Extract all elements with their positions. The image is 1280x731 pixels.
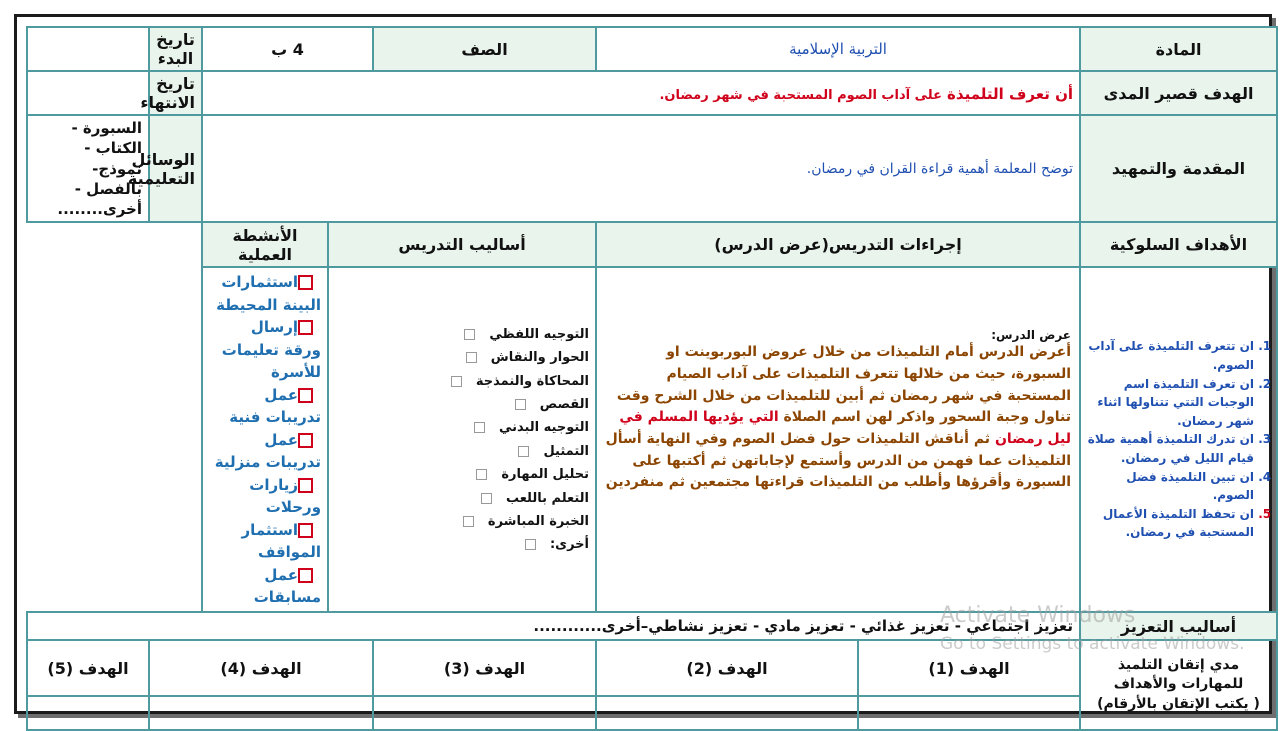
goal-2-value[interactable] (596, 696, 858, 730)
class-value: 4 ب (202, 27, 373, 71)
end-date-label: تاريخ الانتهاء (149, 71, 202, 115)
mastery-note: ( يكتب الإتقان بالأرقام) (1097, 696, 1260, 713)
start-date-value (27, 27, 149, 71)
short-goal-rest: على آداب الصوم المستحبة في شهر رمضان. (659, 87, 942, 103)
intro-label: المقدمة والتمهيد (1080, 115, 1277, 222)
procedure-part2: التي يؤديها المسلم في ليل رمضان (619, 409, 1072, 447)
checkbox[interactable] (298, 388, 313, 403)
checkbox[interactable] (481, 493, 492, 504)
procedure-part3: ثم أناقش التلميذات حول فضل الصوم وفي النهاية أسأل التلميذات عما فهمن من الدرس وأستمع لإجاباتهن ثم أكتبها على السبورة وأقرؤها وأطلب من التلميذات قراءتها مجتمعين ثم منفردين (605, 431, 1072, 491)
goal-4-value[interactable] (149, 696, 373, 730)
activity-item[interactable]: استثمارات البينة المحيطة (216, 273, 322, 314)
objective-item: 3. ان تدرك التلميذة أهمية صلاة قيام الليل في رمضان. (1087, 430, 1254, 467)
checkbox[interactable] (298, 275, 313, 290)
goal-4-header: الهدف (4) (149, 640, 373, 696)
lesson-plan-table (26, 26, 1278, 731)
activity-item[interactable]: إرسال ورقة تعليمات للأسرة (221, 318, 322, 381)
short-goal-value (202, 71, 1080, 115)
checkbox[interactable] (298, 320, 313, 335)
reinforcement-value: تعزيز اجتماعي - تعزيز غذائي - تعزيز مادي - تعزيز نشاطي–أخرى............ (27, 612, 1080, 640)
mastery-cell (1080, 640, 1277, 730)
goal-3-header: الهدف (3) (373, 640, 596, 696)
objectives-header: الأهداف السلوكية (1080, 222, 1277, 267)
activity-item[interactable]: زيارات ورحلات (249, 475, 322, 516)
method-item[interactable]: التعلم باللعب (335, 487, 589, 510)
procedure-text (605, 342, 1071, 494)
tools-value: السبورة - الكتاب - نموذج- بالفصل - أخرى........ (27, 115, 149, 222)
watermark-title: Activate Windows (940, 603, 1136, 628)
watermark-subtitle: Go to Settings to activate Windows. (940, 633, 1245, 654)
checkbox[interactable] (464, 329, 475, 340)
objective-item: 2. ان تعرف التلميذة اسم الوجبات التتي تتناولها اثناء شهر رمضان. (1087, 375, 1254, 431)
activity-item[interactable]: عمل تدريبات فنية (229, 385, 322, 426)
procedure-part1: أعرض الدرس أمام التلميذات من خلال عروض البوربوينت او السبورة، حيث من خلالها تتعرف التلميذات على آداب الصيام المستحبة في شهر رمضان ثم أبين للتلميذات من خلال الشرح وقت تناول وجبة السحور واذكر لهن اسم الصلاة (616, 344, 1072, 426)
method-item[interactable]: المحاكاة والنمذجة (335, 370, 589, 393)
checkbox[interactable] (515, 399, 526, 410)
activities-list (209, 271, 321, 609)
procedure-label: عرض الدرس: (991, 328, 1072, 343)
start-date-label: تاريخ البدء (149, 27, 202, 71)
method-item[interactable]: تحليل المهارة (335, 463, 589, 486)
method-item[interactable]: التوجيه البدني (335, 416, 589, 439)
goal-1-header: الهدف (1) (858, 640, 1080, 696)
methods-cell (328, 267, 596, 612)
procedures-header: إجراءات التدريس(عرض الدرس) (596, 222, 1080, 267)
checkbox[interactable] (463, 516, 474, 527)
goal-1-value[interactable] (858, 696, 1080, 730)
checkbox[interactable] (298, 478, 313, 493)
methods-list (335, 323, 589, 557)
goal-5-value[interactable] (27, 696, 149, 730)
checkbox[interactable] (451, 376, 462, 387)
subject-value: التربية الإسلامية (596, 27, 1080, 71)
intro-value: توضح المعلمة أهمية قراءة القران في رمضان. (202, 115, 1080, 222)
reinforcement-label: أساليب التعزيز (1080, 612, 1277, 640)
class-label: الصف (373, 27, 596, 71)
activities-cell (202, 267, 328, 612)
activity-item[interactable]: عمل مسابقات (253, 565, 322, 606)
procedures-cell (596, 267, 1080, 612)
mastery-label: مدي إتقان التلميذ للمهارات والأهداف (1113, 656, 1244, 693)
checkbox[interactable] (298, 433, 313, 448)
checkbox[interactable] (466, 352, 477, 363)
subject-label: المادة (1080, 27, 1277, 71)
objective-item: 4. ان تبين التلميذة فضل الصوم. (1087, 468, 1254, 505)
activity-item[interactable]: عمل تدريبات منزلية (214, 430, 322, 471)
objectives-cell (1080, 267, 1277, 612)
end-date-value (27, 71, 149, 115)
short-goal-prefix: أن تعرف التلميذة (947, 84, 1074, 103)
method-item[interactable]: الخبرة المباشرة (335, 510, 589, 533)
method-item[interactable]: القصص (335, 393, 589, 416)
checkbox[interactable] (518, 446, 529, 457)
goal-2-header: الهدف (2) (596, 640, 858, 696)
objectives-list (1087, 337, 1270, 542)
methods-header: أساليب التدريس (328, 222, 596, 267)
objective-item: 1. ان تتعرف التلميذة على آداب الصوم. (1087, 337, 1254, 374)
method-item[interactable]: الحوار والنقاش (335, 346, 589, 369)
goal-5-header: الهدف (5) (27, 640, 149, 696)
checkbox[interactable] (476, 469, 487, 480)
method-item[interactable]: التمثيل (335, 440, 589, 463)
lesson-plan-frame (14, 14, 1272, 714)
tools-label: الوسائل التعليمية (149, 115, 202, 222)
activity-item[interactable]: استثمار المواقف (241, 520, 322, 561)
objective-item: 5. ان تحفظ التلميذة الأعمال المستحبة في رمضان. (1087, 505, 1254, 542)
goal-3-value[interactable] (373, 696, 596, 730)
checkbox[interactable] (525, 539, 536, 550)
checkbox[interactable] (298, 568, 313, 583)
activities-header: الأنشطة العملية (202, 222, 328, 267)
method-item[interactable]: التوجيه اللفظي (335, 323, 589, 346)
checkbox[interactable] (474, 422, 485, 433)
method-item[interactable]: أخرى: (335, 533, 589, 556)
short-goal-label: الهدف قصير المدى (1080, 71, 1277, 115)
checkbox[interactable] (298, 523, 313, 538)
